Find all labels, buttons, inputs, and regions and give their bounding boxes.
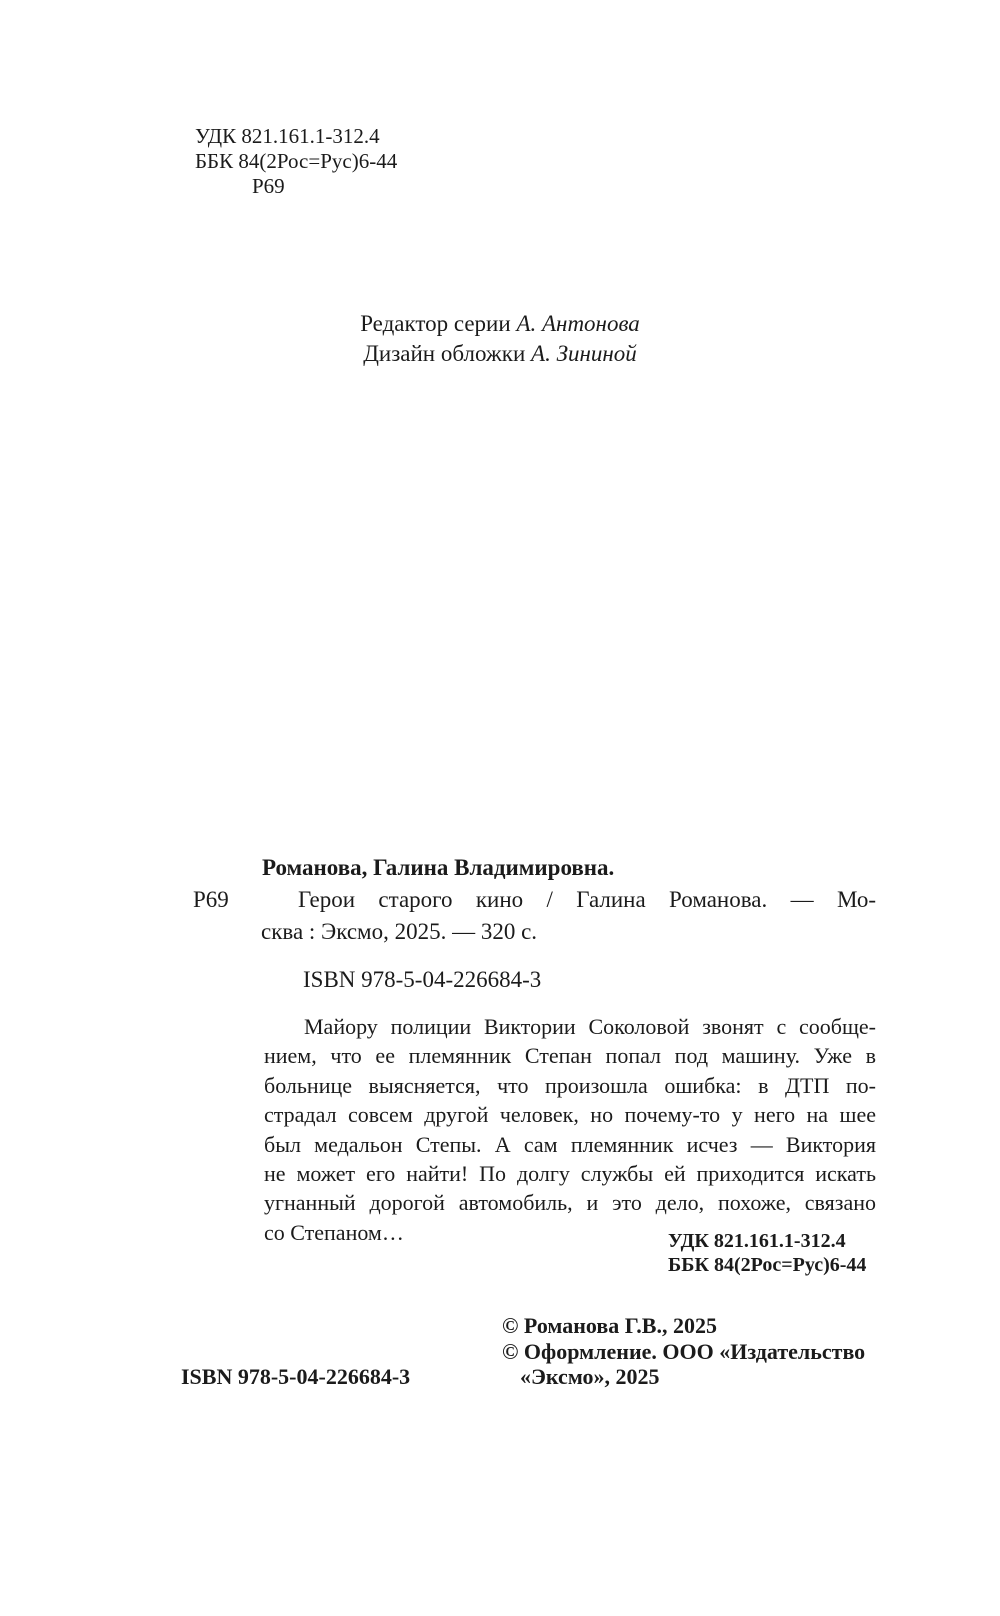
annotation-line: больнице выясняется, что произошла ошибка: в ДТП по- <box>264 1072 876 1098</box>
catalog-entry-line-1: Герои старого кино / Галина Романова. — Мо- <box>298 887 876 912</box>
isbn-catalog: ISBN 978-5-04-226684-3 <box>303 967 542 992</box>
cover-designer-label: Дизайн обложки <box>363 341 526 366</box>
annotation-line: угнанный дорогой автомобиль, и это дело, похоже, связано <box>264 1190 876 1216</box>
catalog-entry-line-2: сква : Эксмо, 2025. — 320 с. <box>261 919 538 944</box>
cover-designer-name: А. Зининой <box>531 341 637 366</box>
copyright-block <box>502 1313 865 1390</box>
series-editor-label: Редактор серии <box>360 311 511 336</box>
annotation-line: со Степаном… <box>264 1219 404 1245</box>
annotation-line: Майору полиции Виктории Соколовой звонят с сообще- <box>304 1014 876 1039</box>
top-classification-block <box>195 124 397 199</box>
udk-code: УДК 821.161.1-312.4 <box>195 124 380 148</box>
annotation-paragraph <box>264 1012 876 1247</box>
bbk-code: ББК 84(2Рос=Рус)6-44 <box>195 149 398 173</box>
series-credits <box>0 309 1000 369</box>
bbk-code-bottom: ББК 84(2Рос=Рус)6-44 <box>668 1254 867 1276</box>
cover-designer-line <box>0 339 1000 369</box>
annotation-line: был медальон Степы. А сам племянник исчез — Виктория <box>264 1131 876 1157</box>
copyright-design-line: © Оформление. ООО «Издательство <box>502 1338 866 1364</box>
series-editor-line <box>0 309 1000 339</box>
annotation-line: страдал совсем другой человек, но почему-то у него на шее <box>264 1102 876 1128</box>
author-mark: Р69 <box>252 174 285 198</box>
copyright-design-line-cont: «Эксмо», 2025 <box>520 1364 660 1389</box>
annotation-line: нием, что ее племянник Степан попал под машину. Уже в <box>264 1043 876 1069</box>
series-editor-name: А. Антонова <box>516 311 640 336</box>
udk-code-bottom: УДК 821.161.1-312.4 <box>668 1230 846 1252</box>
annotation-line: не может его найти! По долгу службы ей приходится искать <box>264 1161 876 1187</box>
catalog-author-mark: Р69 <box>193 887 229 912</box>
copyright-author-line: © Романова Г.В., 2025 <box>502 1313 717 1338</box>
bottom-classification-block <box>668 1229 866 1277</box>
catalog-author-heading: Романова, Галина Владимировна. <box>262 855 615 880</box>
isbn-bottom: ISBN 978-5-04-226684-3 <box>181 1364 411 1389</box>
